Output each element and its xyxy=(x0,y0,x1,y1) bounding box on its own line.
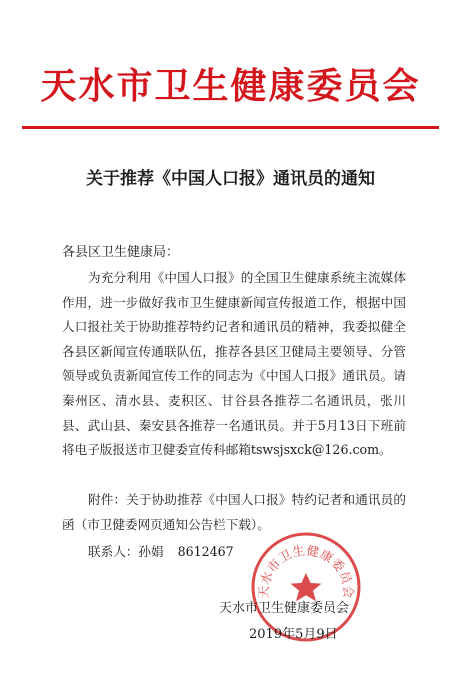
contact-phone: 8612467 xyxy=(177,544,234,559)
signature-org: 天水市卫生健康委员会 xyxy=(219,601,350,616)
letterhead-divider xyxy=(22,126,439,129)
body-paragraph: 为充分利用《中国人口报》的全国卫生健康系统主流媒体作用，进一步做好我市卫生健康新闻宣传报道工作，根据中国人口报社关于协助推荐特约记者和通讯员的精神，我委拟健全各县区新闻宣传通联队伍，推荐各县区卫健局主要领导、分管领导或负责新闻宣传工作的同志为《中国人口报》通讯员。请秦州区、清水县、麦积区、甘谷县各推荐二名通讯员，张川县、武山县、秦安县各推荐一名通讯员。并于5月13日下班前将电子版报送市卫健委宣传科邮箱tswsjsxck@126.com。 xyxy=(62,270,406,458)
seal-text: 天水市卫生健康委员会 xyxy=(255,542,357,599)
contact-line xyxy=(88,541,234,560)
contact-label: 联系人：孙娟 xyxy=(88,544,164,559)
salutation: 各县区卫生健康局： xyxy=(62,245,180,260)
notice-title: 关于推荐《中国人口报》通讯员的通知 xyxy=(86,169,375,189)
signature-date: 2019年5月9日 xyxy=(249,627,338,642)
letterhead-title: 天水市卫生健康委员会 xyxy=(40,65,421,107)
attachment-paragraph: 附件：关于协助推荐《中国人口报》特约记者和通讯员的函（市卫健委网页通知公告栏下载）。 xyxy=(62,492,406,532)
